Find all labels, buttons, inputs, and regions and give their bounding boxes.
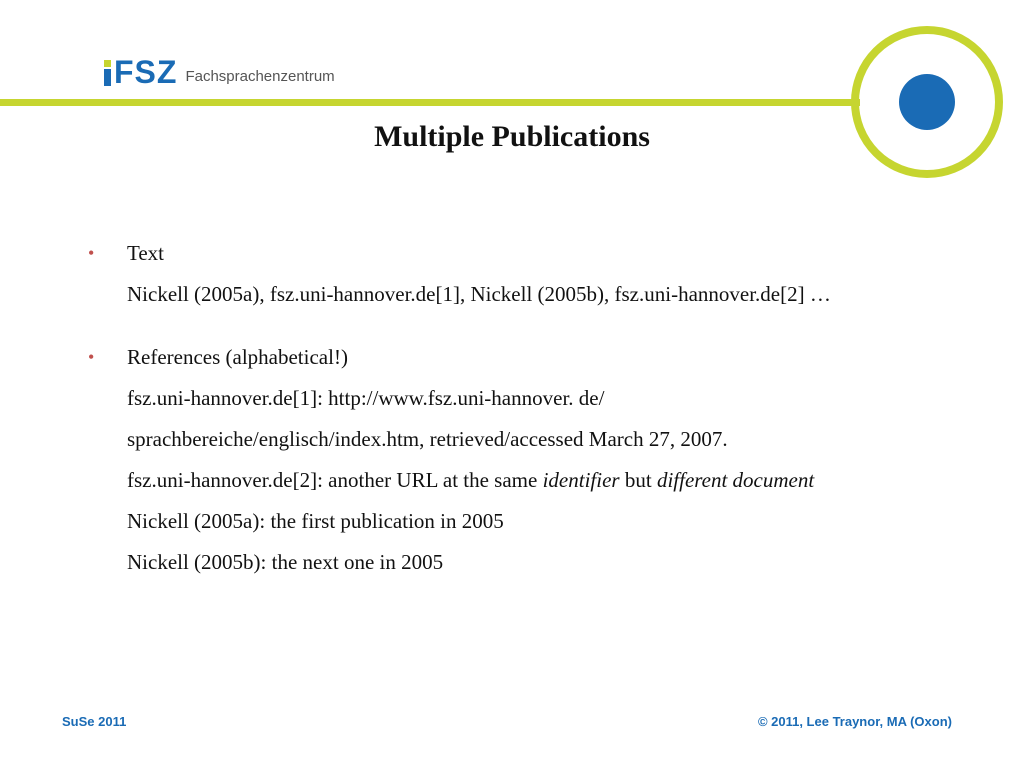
bullet-line: Nickell (2005a), fsz.uni-hannover.de[1], Nickell (2005b), fsz.uni-hannover.de[2] … xyxy=(127,282,831,306)
slide-title: Multiple Publications xyxy=(374,120,650,153)
logo-i-mark xyxy=(104,60,111,86)
logo-subtitle: Fachsprachenzentrum xyxy=(185,68,335,85)
reference-line-1: fsz.uni-hannover.de[1]: http://www.fsz.uni-hannover. de/ xyxy=(127,386,605,410)
footer-copyright: © 2011, Lee Traynor, MA (Oxon) xyxy=(757,714,952,729)
slide-content xyxy=(88,233,1008,583)
green-header-bar xyxy=(0,99,860,106)
bullet-heading: Text xyxy=(127,241,165,265)
ref3-emphasis-identifier: identifier xyxy=(542,468,620,492)
reference-line-4: Nickell (2005a): the first publication in 2005 xyxy=(127,509,504,533)
ref3-emphasis-document: different document xyxy=(656,468,815,492)
reference-line-3 xyxy=(127,460,1008,501)
reference-line-2: sprachbereiche/englisch/index.htm, retrieved/accessed March 27, 2007. xyxy=(127,427,728,451)
fsz-logo xyxy=(104,50,335,90)
bullet-dot-icon: • xyxy=(88,243,95,263)
bullet-heading: References (alphabetical!) xyxy=(127,345,348,369)
ref3-prefix: fsz.uni-hannover.de[2]: another URL at the same xyxy=(127,468,543,492)
bullet-text xyxy=(88,233,1008,315)
reference-line-5: Nickell (2005b): the next one in 2005 xyxy=(127,550,444,574)
bullet-references xyxy=(88,337,1008,583)
logo-text: FSZ xyxy=(114,54,178,90)
footer-semester: SuSe 2011 xyxy=(62,714,127,729)
bullet-dot-icon: • xyxy=(88,347,95,367)
ref3-mid: but xyxy=(619,468,657,492)
